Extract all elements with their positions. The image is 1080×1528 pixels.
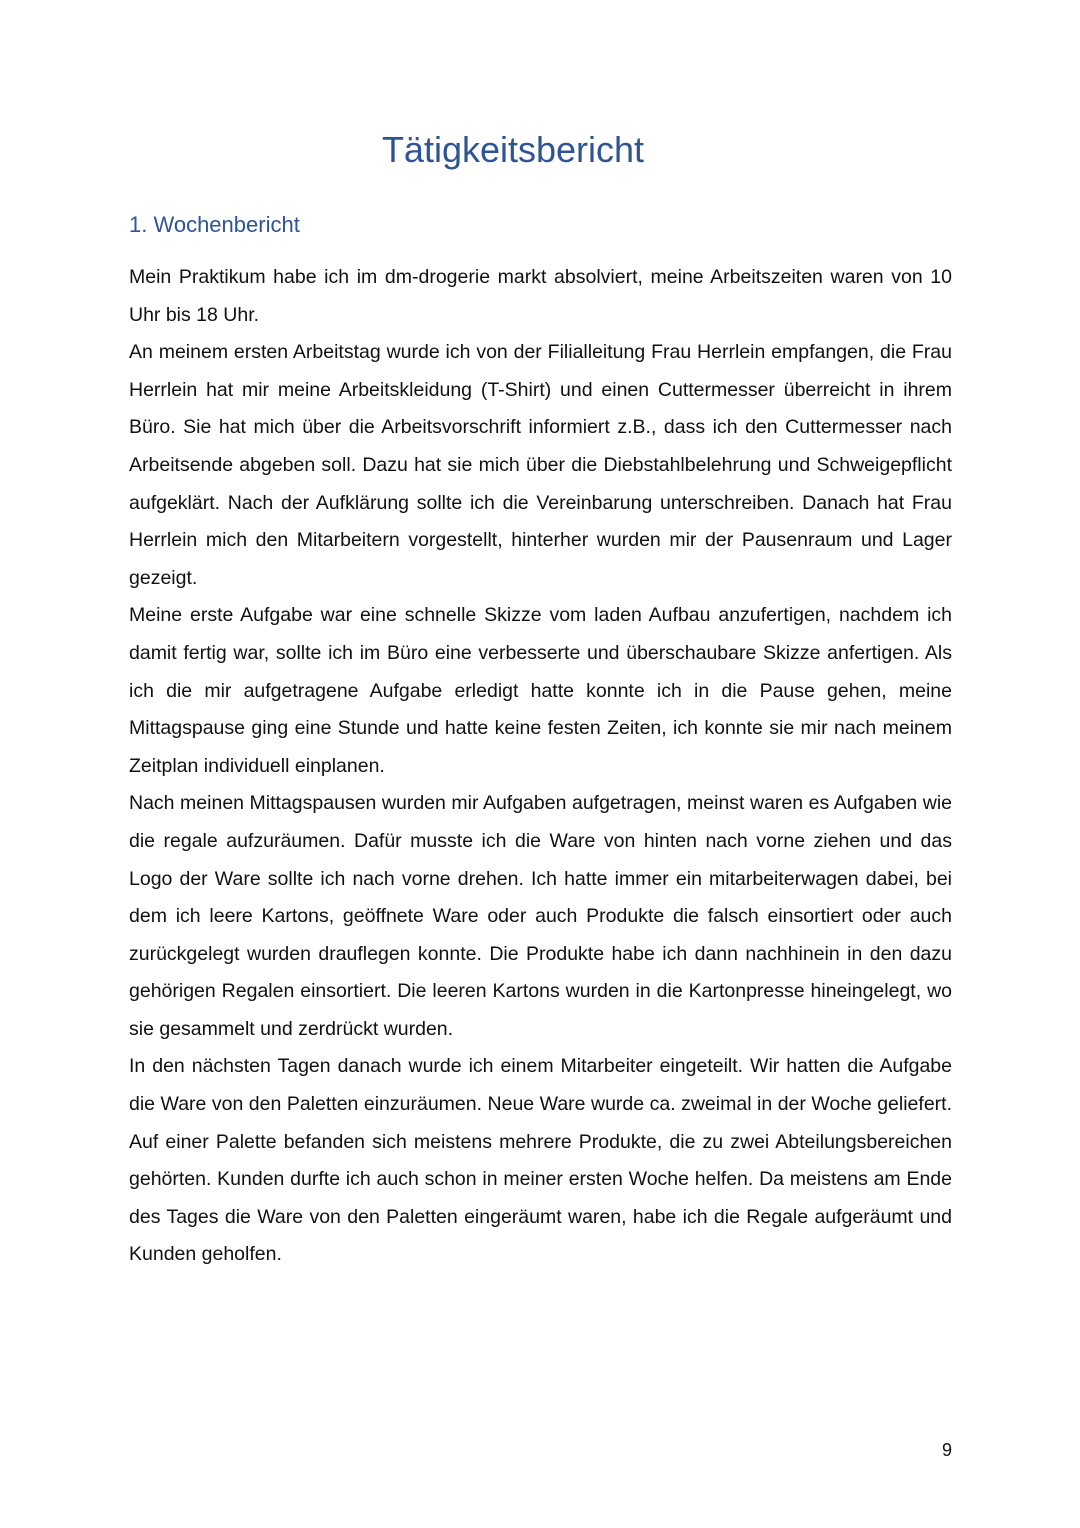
- page-title: Tätigkeitsbericht: [381, 129, 645, 170]
- paragraph: Mein Praktikum habe ich im dm-drogerie markt absolviert, meine Arbeitszeiten waren von 10 Uhr bis 18 Uhr.: [129, 266, 952, 326]
- section-heading: 1. Wochenbericht: [129, 212, 300, 237]
- paragraph: In den nächsten Tagen danach wurde ich einem Mitarbeiter eingeteilt. Wir hatten die Aufgabe die Ware von den Paletten einzuräumen. Neue Ware wurde ca. zweimal in der Woche geliefert. Auf einer Palette befanden sich meistens mehrere Produkte, die zu zwei Abteilungsbereichen gehörten. Kunden durfte ich auch schon in meiner ersten Woche helfen. Da meistens am Ende des Tages die Ware von den Paletten eingeräumt waren, habe ich die Regale aufgeräumt und Kunden geholfen.: [129, 1055, 952, 1266]
- paragraph: An meinem ersten Arbeitstag wurde ich von der Filialleitung Frau Herrlein empfangen, die Frau Herrlein hat mir meine Arbeitskleidung (T-Shirt) und einen Cuttermesser überreicht in ihrem Büro. Sie hat mich über die Arbeitsvorschrift informiert z.B., dass ich den Cuttermesser nach Arbeitsende abgeben soll. Dazu hat sie mich über die Diebstahlbelehrung und Schweigepflicht aufgeklärt. Nach der Aufklärung sollte ich die Vereinbarung unterschreiben. Danach hat Frau Herrlein mich den Mitarbeitern vorgestellt, hinterher wurden mir der Pausenraum und Lager gezeigt.: [129, 341, 952, 589]
- paragraph: Meine erste Aufgabe war eine schnelle Skizze vom laden Aufbau anzufertigen, nachdem ich damit fertig war, sollte ich im Büro eine verbesserte und überschaubare Skizze anfertigen. Als ich die mir aufgetragene Aufgabe erledigt hatte konnte ich in die Pause gehen, meine Mittagspause ging eine Stunde und hatte keine festen Zeiten, ich konnte sie mir nach meinem Zeitplan individuell einplanen.: [129, 604, 952, 777]
- paragraph: Nach meinen Mittagspausen wurden mir Aufgaben aufgetragen, meinst waren es Aufgaben wie die regale aufzuräumen. Dafür musste ich die Ware von hinten nach vorne ziehen und das Logo der Ware sollte ich nach vorne drehen. Ich hatte immer ein mitarbeiterwagen dabei, bei dem ich leere Kartons, geöffnete Ware oder auch Produkte die falsch einsortiert oder auch zurückgelegt wurden drauflegen konnte. Die Produkte habe ich dann nachhinein in den dazu gehörigen Regalen einsortiert. Die leeren Kartons wurden in die Kartonpresse hineingelegt, wo sie gesammelt und zerdrückt wurden.: [129, 792, 952, 1040]
- page-number: 9: [941, 1440, 952, 1460]
- report-body: [129, 259, 952, 1274]
